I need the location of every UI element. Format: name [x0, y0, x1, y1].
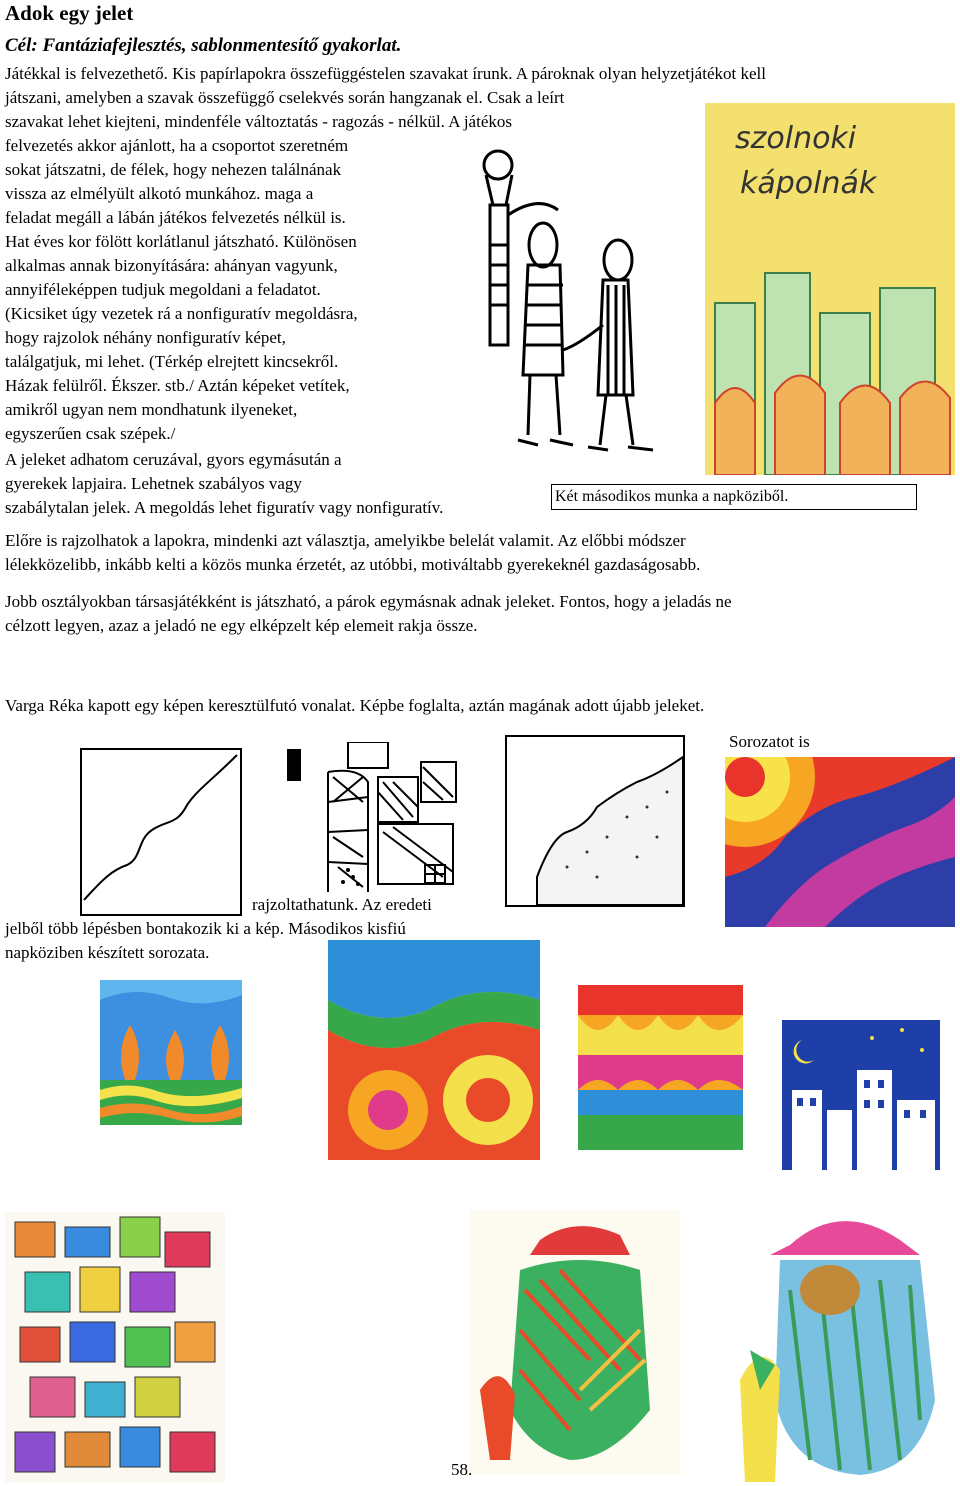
intro-line-3: szavakat lehet kiejteni, mindenféle változtatás - ragozás - nélkül. A játékos [5, 112, 512, 131]
paragraph-2 [5, 529, 700, 577]
text-line: A jeleket adhatom ceruzával, gyors egymásután a [5, 450, 342, 469]
pattern-house-svg [283, 742, 458, 892]
signs-paragraph [5, 448, 443, 520]
striped-figure-image [470, 1210, 680, 1475]
text-line: hogy rajzolok néhány nonfiguratív képet, [5, 328, 286, 347]
series-text-c: jelből több lépésben bontakozik ki a kép. Másodikos kisfiú [5, 919, 406, 938]
colorful-wave-image [725, 757, 955, 927]
striped-figure-svg [470, 1210, 680, 1475]
hat-man-svg [720, 1200, 955, 1482]
dotted-sign-image [505, 735, 685, 907]
left-column-text [5, 134, 358, 446]
colorful-wave-svg [725, 757, 955, 927]
trees-painting-svg [100, 980, 242, 1125]
sunflower-painting-svg [328, 940, 540, 1160]
hat-man-image [720, 1200, 955, 1482]
picture-handwriting-1: szolnoki [735, 121, 857, 156]
series-text-a: Sorozatot is [729, 732, 810, 751]
series-text-d: napköziben készített sorozata. [5, 943, 210, 962]
chapels-drawing-image [705, 103, 955, 475]
image-caption: Két másodikos munka a napköziből. [551, 484, 917, 510]
text-line: sokat játszatni, de félek, hogy nehezen találnának [5, 160, 342, 179]
text-line: Előre is rajzolhatok a lapokra, mindenki azt választja, amelyikbe belelát valamit. Az előbbi módszer [5, 531, 686, 550]
text-line: célzott legyen, azaz a jeladó ne egy elképzelt kép elemeit rakja össze. [5, 616, 478, 635]
sunflower-painting-image [328, 940, 540, 1160]
text-line: Hat éves kor fölött korlátlanul játszható. Különösen [5, 232, 357, 251]
intro-line-1: Játékkal is felvezethető. Kis papírlapokra összefüggéstelen szavakat írunk. A pároknak olyan helyzetjátékot kell [5, 64, 766, 83]
text-line: Jobb osztályokban társasjátékként is játszható, a párok egymásnak adnak jeleket. Fontos, hogy a jeladás ne [5, 592, 732, 611]
text-line: vissza az elmélyült alkotó munkához. maga a [5, 184, 314, 203]
text-line: gyerekek lapjaira. Lehetnek szabályos vagy [5, 474, 302, 493]
pattern-house-image [283, 742, 458, 892]
text-line: alkalmas annak bizonyítására: ahányan vagyunk, [5, 256, 338, 275]
text-line: feladat megáll a lábán játékos felvezetés nélkül is. [5, 208, 346, 227]
waves-painting-image [578, 985, 743, 1150]
paragraph-4: Varga Réka kapott egy képen keresztülfutó vonalat. Képbe foglalta, aztán magának adott újabb jeleket. [5, 696, 705, 715]
series-text-b: rajzoltathatunk. Az eredeti [252, 895, 432, 914]
night-city-painting-image [782, 1020, 940, 1170]
text-line: (Kicsiket úgy vezetek rá a nonfiguratív megoldásra, [5, 304, 358, 323]
figure-drawing-svg [468, 145, 658, 455]
page-title: Adok egy jelet [5, 1, 134, 25]
patchwork-painting-svg [5, 1212, 225, 1482]
text-line: amikről ugyan nem mondhatunk ilyeneket, [5, 400, 298, 419]
line-sign-svg [82, 750, 240, 914]
picture-handwriting-2: kápolnák [740, 166, 877, 201]
text-line: Házak felülről. Ékszer. stb./ Aztán képeket vetítek, [5, 376, 350, 395]
chapels-drawing-svg [705, 103, 955, 475]
trees-painting-image [100, 980, 242, 1125]
waves-painting-svg [578, 985, 743, 1150]
dotted-sign-svg [507, 737, 683, 905]
page-number: 58. [451, 1460, 473, 1479]
patchwork-painting-image [5, 1212, 225, 1482]
figure-drawing-image [468, 145, 658, 455]
page-subtitle: Cél: Fantáziafejlesztés, sablonmentesítő gyakorlat. [5, 35, 402, 56]
text-line: lélekközelibb, inkább kelti a közös munka érzetét, az utóbbi, motiváltabb gyerekeknél gazdaságosabb. [5, 555, 701, 574]
night-city-painting-svg [782, 1020, 940, 1170]
intro-line-2: játszani, amelyben a szavak összefüggő cselekvés során hangzanak el. Csak a leírt [5, 88, 565, 107]
paragraph-3 [5, 590, 732, 638]
text-line: szabálytalan jelek. A megoldás lehet figuratív vagy nonfiguratív. [5, 498, 444, 517]
line-sign-image [80, 748, 242, 916]
text-line: annyiféleképpen tudjuk megoldani a feladatot. [5, 280, 321, 299]
text-line: egyszerűen csak szépek./ [5, 424, 176, 443]
text-line: felvezetés akkor ajánlott, ha a csoportot szeretném [5, 136, 349, 155]
text-line: találgatjuk, mi lehet. (Térkép elrejtett kincsekről. [5, 352, 339, 371]
